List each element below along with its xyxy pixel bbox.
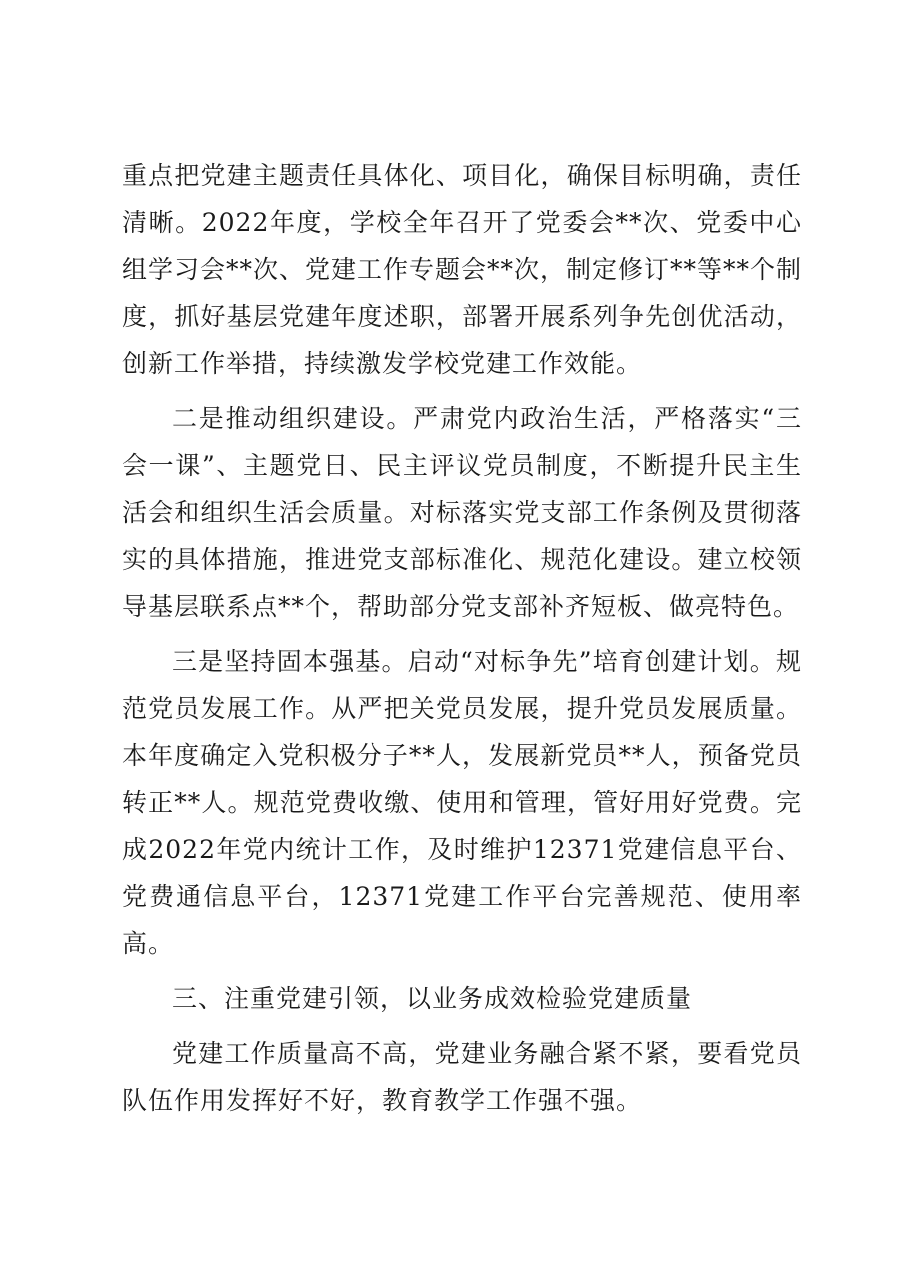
paragraph-consolidate-foundation: 三是坚持固本强基。启动“对标争先”培育创建计划。规范党员发展工作。从严把关党员发展，提升党员发展质量。本年度确定入党积极分子**人，发展新党员**人，预备党员转正**人。规范党费收缴、使用和管理，管好用好党费。完成2022年党内统计工作，及时维护12371党建信息平台、党费通信息平台，12371党建工作平台完善规范、使用率高。 (122, 647, 802, 958)
paragraph-party-quality: 党建工作质量高不高，党建业务融合紧不紧，要看党员队伍作用发挥好不好，教育教学工作强不强。 (122, 1039, 802, 1115)
paragraph-organization-building: 二是推动组织建设。严肃党内政治生活，严格落实“三会一课”、主题党日、民主评议党员制度，不断提升民主生活会和组织生活会质量。对标落实党支部工作条例及贯彻落实的具体措施，推进党支部标准化、规范化建设。建立校领导基层联系点**个，帮助部分党支部补齐短板、做亮特色。 (122, 404, 802, 621)
document-body (122, 152, 802, 1132)
section-heading-three: 三、注重党建引领，以业务成效检验党建质量 (172, 984, 693, 1013)
paragraph-continuation: 重点把党建主题责任具体化、项目化，确保目标明确，责任清晰。2022年度，学校全年召开了党委会**次、党委中心组学习会**次、党建工作专题会**次，制定修订**等**个制度，抓好基层党建年度述职，部署开展系列争先创优活动，创新工作举措，持续激发学校党建工作效能。 (122, 161, 803, 378)
